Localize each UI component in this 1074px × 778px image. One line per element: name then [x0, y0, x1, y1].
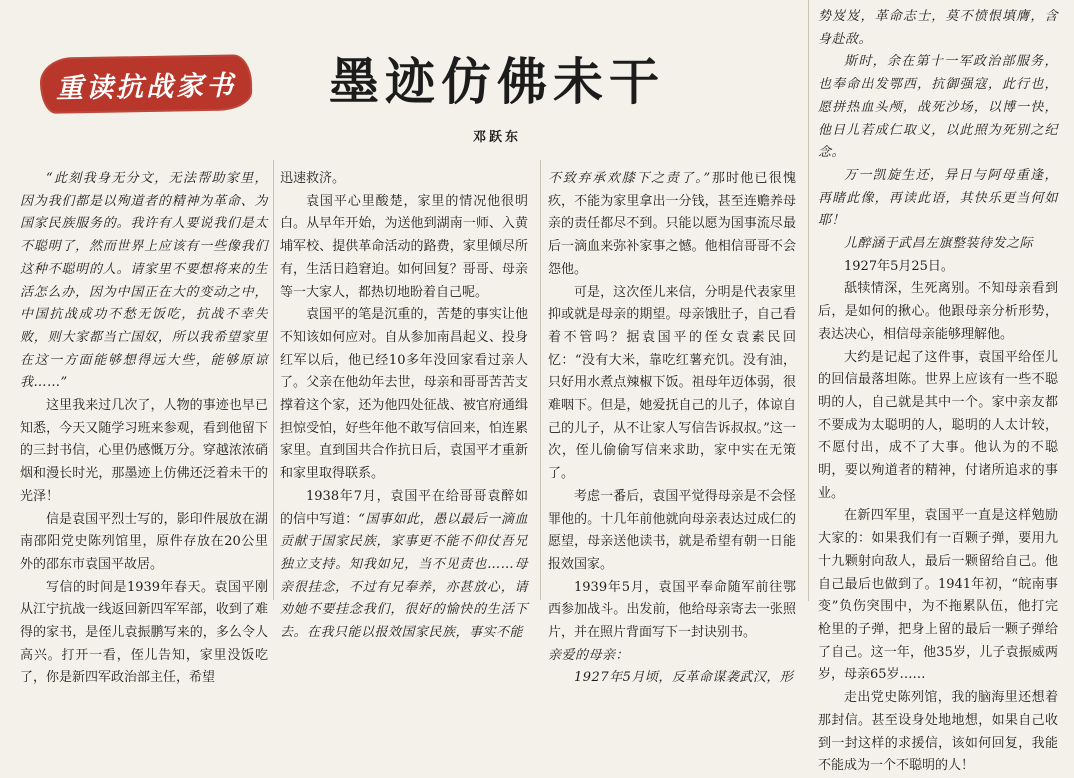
letter-signature: 儿醉涵于武昌左旗整装待发之际	[844, 236, 1034, 252]
article-column-2	[280, 168, 528, 645]
body-paragraph: 写信的时间是1939年春天。袁国平刚从江宁抗战一线返回新四军军部，收到了难得的家书，是侄儿袁振鹏写来的，多么令人高兴。打开一看，侄儿告知，家里没饭吃了，你是新四军政治部主任，希望	[20, 579, 268, 686]
letter-salutation: 亲爱的母亲：	[548, 647, 630, 663]
letter-quote: “国事如此，愚以最后一滴血贡献于国家民族，家事更不能不仰仗吾兄独立支持。知我如兄，当不见责也……母亲很挂念，不过有兄奉养，亦甚放心，请劝她不要挂念我们，很好的愉快的生活下去。在我只能以报效国家民族，事实不能	[280, 511, 528, 641]
column-divider	[540, 160, 541, 600]
body-paragraph: 可是，这次侄儿来信，分明是代表家里抑或就是母亲的期望。母亲饿肚子，自己看着不管吗？据袁国平的侄女袁素民回忆：“没有大米，靠吃红薯充饥。没有油，只好用水煮点辣椒下饭。祖母年迈体弱，很难咽下。但是，她爱抚自己的儿子，体谅自己的儿子，从不让家人写信告诉叔叔。”这一次，侄儿偷偷写信来求助，家中实在无策了。	[548, 284, 796, 482]
letter-date: 1927年5月25日。	[844, 258, 954, 274]
article-author: 邓跃东	[472, 130, 521, 145]
column-divider	[273, 160, 274, 600]
column-divider	[808, 0, 809, 601]
body-paragraph: 迅速救济。	[280, 171, 346, 186]
column-tag-stamp	[40, 54, 253, 114]
letter-paragraph: 势岌岌，革命志士，莫不愤恨填膺，含身赴敌。	[818, 9, 1058, 47]
body-paragraph: 在新四军里，袁国平一直是这样勉励大家的：如果我们有一百颗子弹，要用九十九颗射向敌人，最后一颗留给自己。他自己最后也做到了。1941年初，“皖南事变”负伤突围中，为不拖累队伍，他打完枪里的子弹，把身上留的最后一颗子弹给了自己。这一年，他35岁，儿子袁振威两岁，母亲65岁……	[818, 508, 1058, 683]
body-paragraph: 袁国平心里酸楚，家里的情况他很明白。从早年开始，为送他到湖南一师、入黄埔军校、提供革命活动的路费，家里倾尽所有，生活日趋窘迫。如何回复？哥哥、母亲等一大家人，都热切地盼着自己呢。	[280, 193, 528, 300]
column-tag-text: 重读抗战家书	[55, 69, 237, 105]
body-paragraph: 袁国平的笔是沉重的，苦楚的事实让他不知该如何应对。自从参加南昌起义、投身红军以后，他已经10多年没回家看过亲人了。父亲在他幼年去世，母亲和哥哥苦苦支撑着这个家，还为他四处征战、被官府通缉担惊受怕，好些年他不敢写信回来，怕连累家里。直到国共合作抗日后，袁国平才重新和家里取得联系。	[280, 307, 528, 482]
body-text: 那时他已很愧疚，不能为家里拿出一分钱，甚至连赡养母亲的责任都尽不到。只能以愿为国事流尽最后一滴血来弥补家事之憾。他相信哥哥不会怨他。	[548, 171, 796, 277]
body-paragraph	[548, 168, 796, 282]
letter-paragraph: 斯时，余在第十一军政治部服务，也奉命出发鄂西，抗御强寇，此行也，愿拼热血头颅，战死沙场，以博一快，他日儿若成仁取义，以此照为死别之纪念。	[818, 54, 1058, 161]
letter-paragraph: 1927年5月顷，反革命谋袭武汉，形	[574, 670, 794, 686]
body-paragraph: 信是袁国平烈士写的，影印件展放在湖南邵阳党史陈列馆里，原件存放在20公里外的邵东市袁国平故居。	[20, 511, 268, 572]
body-paragraph: 考虑一番后，袁国平觉得母亲是不会怪罪他的。十几年前他就向母亲表达过成仁的愿望，母亲送他读书，就是希望有朝一日能报效国家。	[548, 488, 796, 572]
article-column-4	[818, 6, 1058, 778]
letter-quote: 不致弃承欢膝下之责了。”	[548, 171, 711, 186]
body-paragraph: 这里我来过几次了，人物的事迹也早已知悉，今天又随学习班来参观，看到他留下的三封书信，心里仍感慨万分。穿越浓浓硝烟和漫长时光，那墨迹上仿佛还泛着未干的光泽！	[20, 398, 268, 504]
letter-paragraph: 万一凯旋生还，异日与阿母重逢，再睹此像，再读此语，其快乐更当何如耶！	[818, 167, 1058, 229]
body-paragraph: 1939年5月，袁国平奉命随军前往鄂西参加战斗。出发前，他给母亲寄去一张照片，并在照片背面写下一封诀别书。	[548, 579, 796, 641]
body-paragraph: 走出党史陈列馆，我的脑海里还想着那封信。甚至设身处地地想，如果自己收到一封这样的求援信，该如何回复，我能不能成为一个不聪明的人！	[818, 690, 1058, 774]
body-paragraph	[280, 486, 528, 645]
article-title: 墨迹仿佛未干	[329, 53, 665, 111]
body-text: 1938年7月，袁国平在给哥哥袁醉如的信中写道：	[280, 488, 528, 527]
body-paragraph: 大约是记起了这件事，袁国平给侄儿的回信最落坦陈。世界上应该有一些不聪明的人，自己就是其中一个。家中亲友都不要成为太聪明的人，聪明的人太计较，不愿付出，成不了大事。他认为的不聪明，要以殉道者的精神，付诸所追求的事业。	[818, 349, 1058, 501]
letter-quote-paragraph: “此刻我身无分文，无法帮助家里，因为我们都是以殉道者的精神为革命、为国家民族服务的。我许有人要说我们是太不聪明了，然而世界上应该有一些像我们这种不聪明的人。请家里不要想将来的生活怎么办，因为中国正在大的变动之中，中国抗战成功不愁无饭吃，抗战不幸失败，则大家都当亡国奴，所以我希望家里在这一方面能够想得远大些，能够原谅我……”	[20, 171, 268, 391]
article-column-1	[20, 168, 268, 690]
article-column-3	[548, 168, 796, 690]
body-paragraph: 舐犊情深，生死离别。不知母亲看到后，是如何的揪心。他跟母亲分析形势，表达决心，相信母亲能够理解他。	[818, 281, 1058, 342]
